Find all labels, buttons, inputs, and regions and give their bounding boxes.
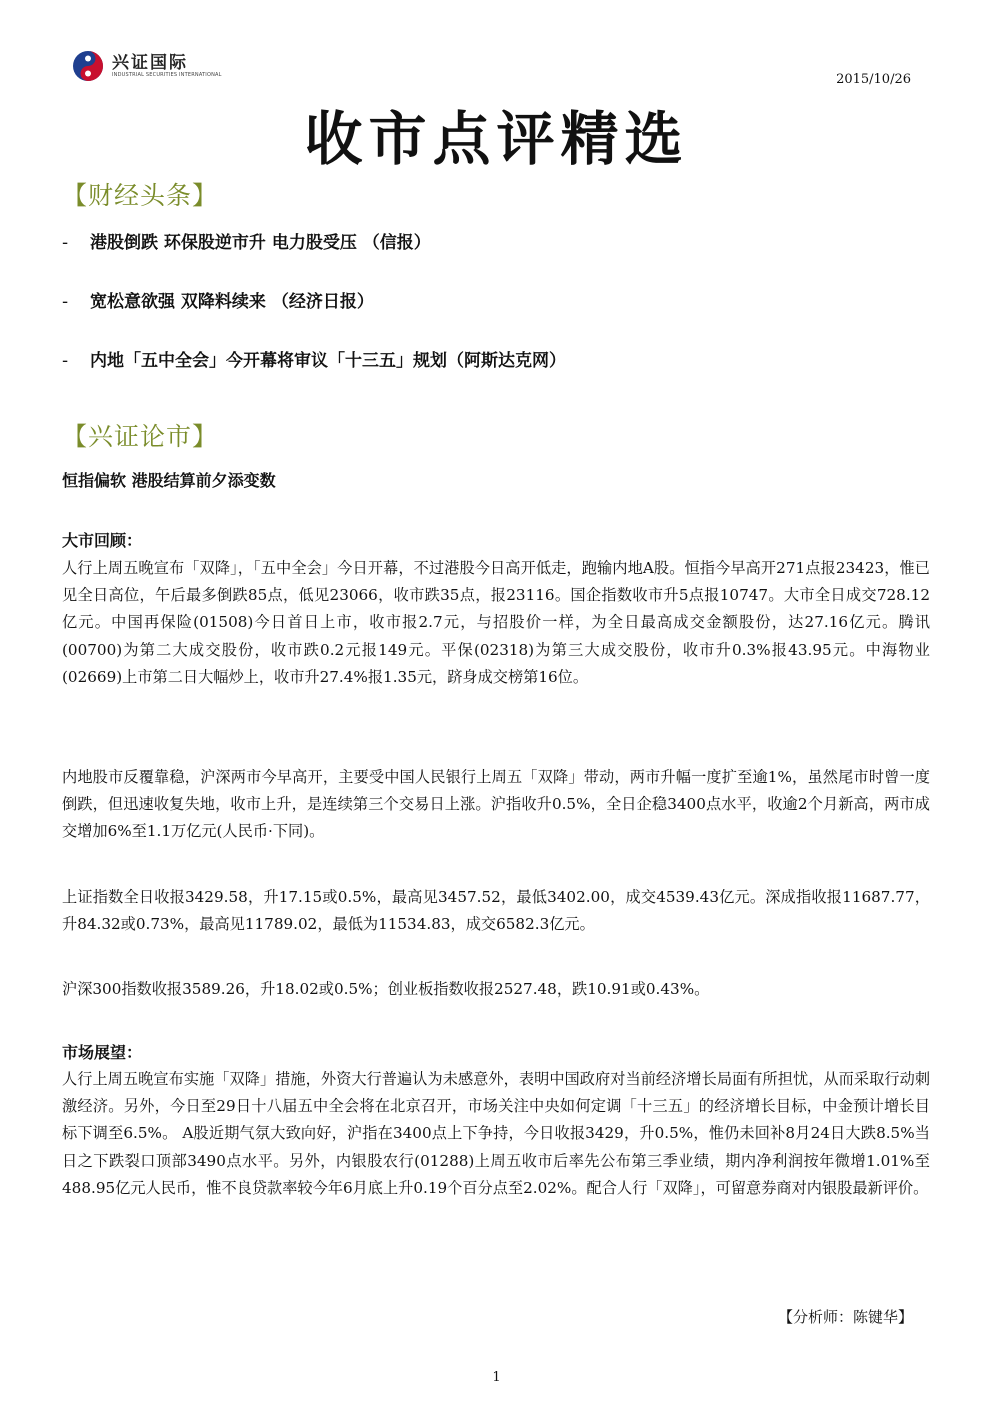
article-title: 恒指偏软 港股结算前夕添变数 <box>62 471 276 490</box>
review-paragraph: 人行上周五晚宣布「双降」，「五中全会」今日开幕，不过港股今日高开低走，跑输内地A股。恒指今早高开271点报23423，惟已见全日高位，午后最多倒跌85点，低见23066，收市跌35点，报23116。国企指数收市升5点报10747。大市全日成交728.12亿元。中国再保险(01508)今日首日上市，收市报2.7元，与招股价一样，为全日最高成交金额股份，达27.16亿元。腾讯(00700)为第二大成交股份，收市跌0.2元报149元。平保(02318)为第三大成交股份，收市升0.3%报43.95元。中海物业(02669)上市第二日大幅炒上，收市升27.4%报1.35元，跻身成交榜第16位。 <box>62 559 930 686</box>
analyst-credit: 【分析师：陈键华】 <box>777 1308 913 1326</box>
headline-item <box>62 228 431 253</box>
headline-text: 宽松意欲强 双降料续来 （经济日报） <box>90 292 374 312</box>
logo-mark-icon <box>72 50 104 82</box>
company-logo <box>72 46 222 86</box>
review-paragraph: 沪深300指数收报3589.26，升18.02或0.5%；创业板指数收报2527.48，跌10.91或0.43%。 <box>62 980 710 998</box>
page-title: 收市点评精选 <box>304 105 689 173</box>
bullet-dash: - <box>62 351 69 371</box>
bullet-dash: - <box>62 233 69 253</box>
review-heading: 大市回顾： <box>62 531 143 550</box>
headline-text: 内地「五中全会」今开幕将审议「十三五」规划（阿斯达克网） <box>90 351 566 371</box>
bullet-dash: - <box>62 292 69 312</box>
headline-item <box>62 287 374 312</box>
headline-item <box>62 346 566 371</box>
report-date: 2015/10/26 <box>836 72 911 87</box>
section-heading-headlines: 【财经头条】 <box>62 181 219 210</box>
headline-text: 港股倒跌 环保股逆市升 电力股受压 （信报） <box>90 233 431 253</box>
logo-chinese-name: 兴证国际 <box>112 53 188 73</box>
review-paragraph: 内地股市反覆靠稳，沪深两市今早高开，主要受中国人民银行上周五「双降」带动，两市升幅一度扩至逾1%，虽然尾市时曾一度倒跌，但迅速收复失地，收市上升，是连续第三个交易日上涨。沪指收升0.5%，全日企稳3400点水平，收逾2个月新高，两市成交增加6%至1.1万亿元(人民币·下同)。 <box>62 768 930 841</box>
page-number: 1 <box>492 1370 501 1385</box>
outlook-paragraph: 人行上周五晚宣布实施「双降」措施，外资大行普遍认为未感意外，表明中国政府对当前经济增长局面有所担忧，从而采取行动刺激经济。另外，今日至29日十八届五中全会将在北京召开，市场关注中央如何定调「十三五」的经济增长目标，中金预计增长目标下调至6.5%。 A股近期气氛大致向好，沪指在3400点上下争持，今日收报3429，升0.5%，惟仍未回补8月24日大跌8.5%当日之下跌裂口顶部3490点水平。另外，内银股农行(01288)上周五收市后率先公布第三季业绩，期内净利润按年微增1.01%至488.95亿元人民币，惟不良贷款率较今年6月底上升0.19个百分点至2.02%。配合人行「双降」，可留意券商对内银股最新评价。 <box>62 1070 930 1197</box>
logo-english-name: INDUSTRIAL SECURITIES INTERNATIONAL <box>112 72 222 78</box>
outlook-heading: 市场展望： <box>62 1043 143 1062</box>
section-heading-commentary: 【兴证论市】 <box>62 422 219 451</box>
review-paragraph: 上证指数全日收报3429.58，升17.15或0.5%，最高见3457.52，最低3402.00，成交4539.43亿元。深成指收报11687.77，升84.32或0.73%，最高见11789.02，最低为11534.83，成交6582.3亿元。 <box>62 888 930 934</box>
